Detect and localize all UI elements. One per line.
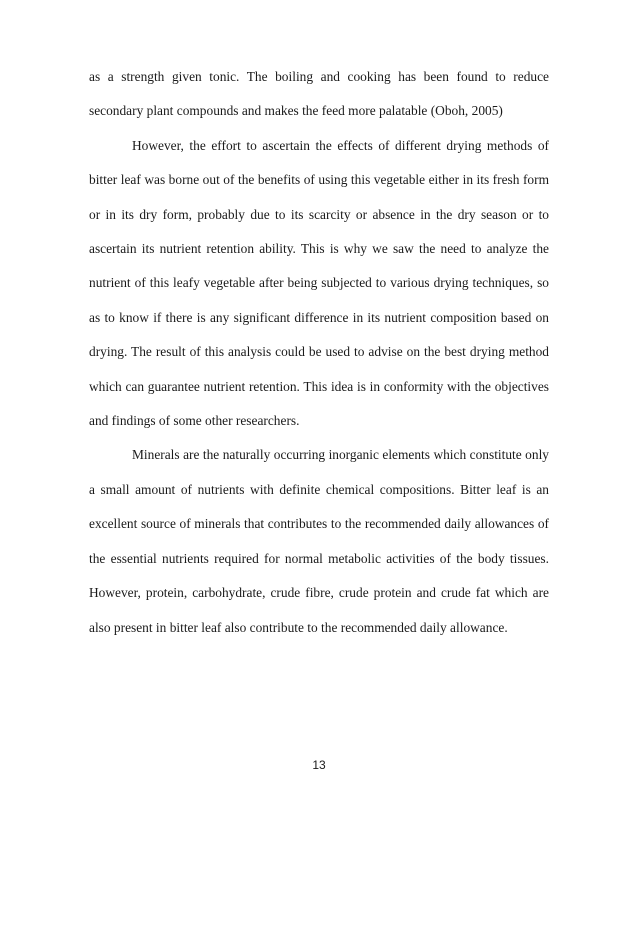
paragraph-1: as a strength given tonic. The boiling and cooking has been found to reduce secondary plant compounds and makes the feed more palatable (Oboh, 2005) (89, 69, 549, 119)
paragraph-2: However, the effort to ascertain the effects of different drying methods of bitter leaf was borne out of the benefits of using this vegetable either in its fresh form or in its dry form, probably due to its scarcity or absence in the dry season or to ascertain its nutrient retention ability. This is why we saw the need to analyze the nutrient of this leafy vegetable after being subjected to various drying techniques, so as to know if there is any significant difference in its nutrient composition based on drying. The result of this analysis could be used to advise on the best drying method which can guarantee nutrient retention. This idea is in conformity with the objectives and findings of some other researchers. (89, 137, 549, 429)
paragraph-3: Minerals are the naturally occurring inorganic elements which constitute only a small amount of nutrients with definite chemical compositions. Bitter leaf is an excellent source of minerals that contributes to the recommended daily allowances of the essential nutrients required for normal metabolic activities of the body tissues. However, protein, carbohydrate, crude fibre, crude protein and crude fat which are also present in bitter leaf also contribute to the recommended daily allowance. (89, 447, 549, 635)
page-number: 13 (312, 758, 326, 772)
body-text (89, 60, 549, 645)
